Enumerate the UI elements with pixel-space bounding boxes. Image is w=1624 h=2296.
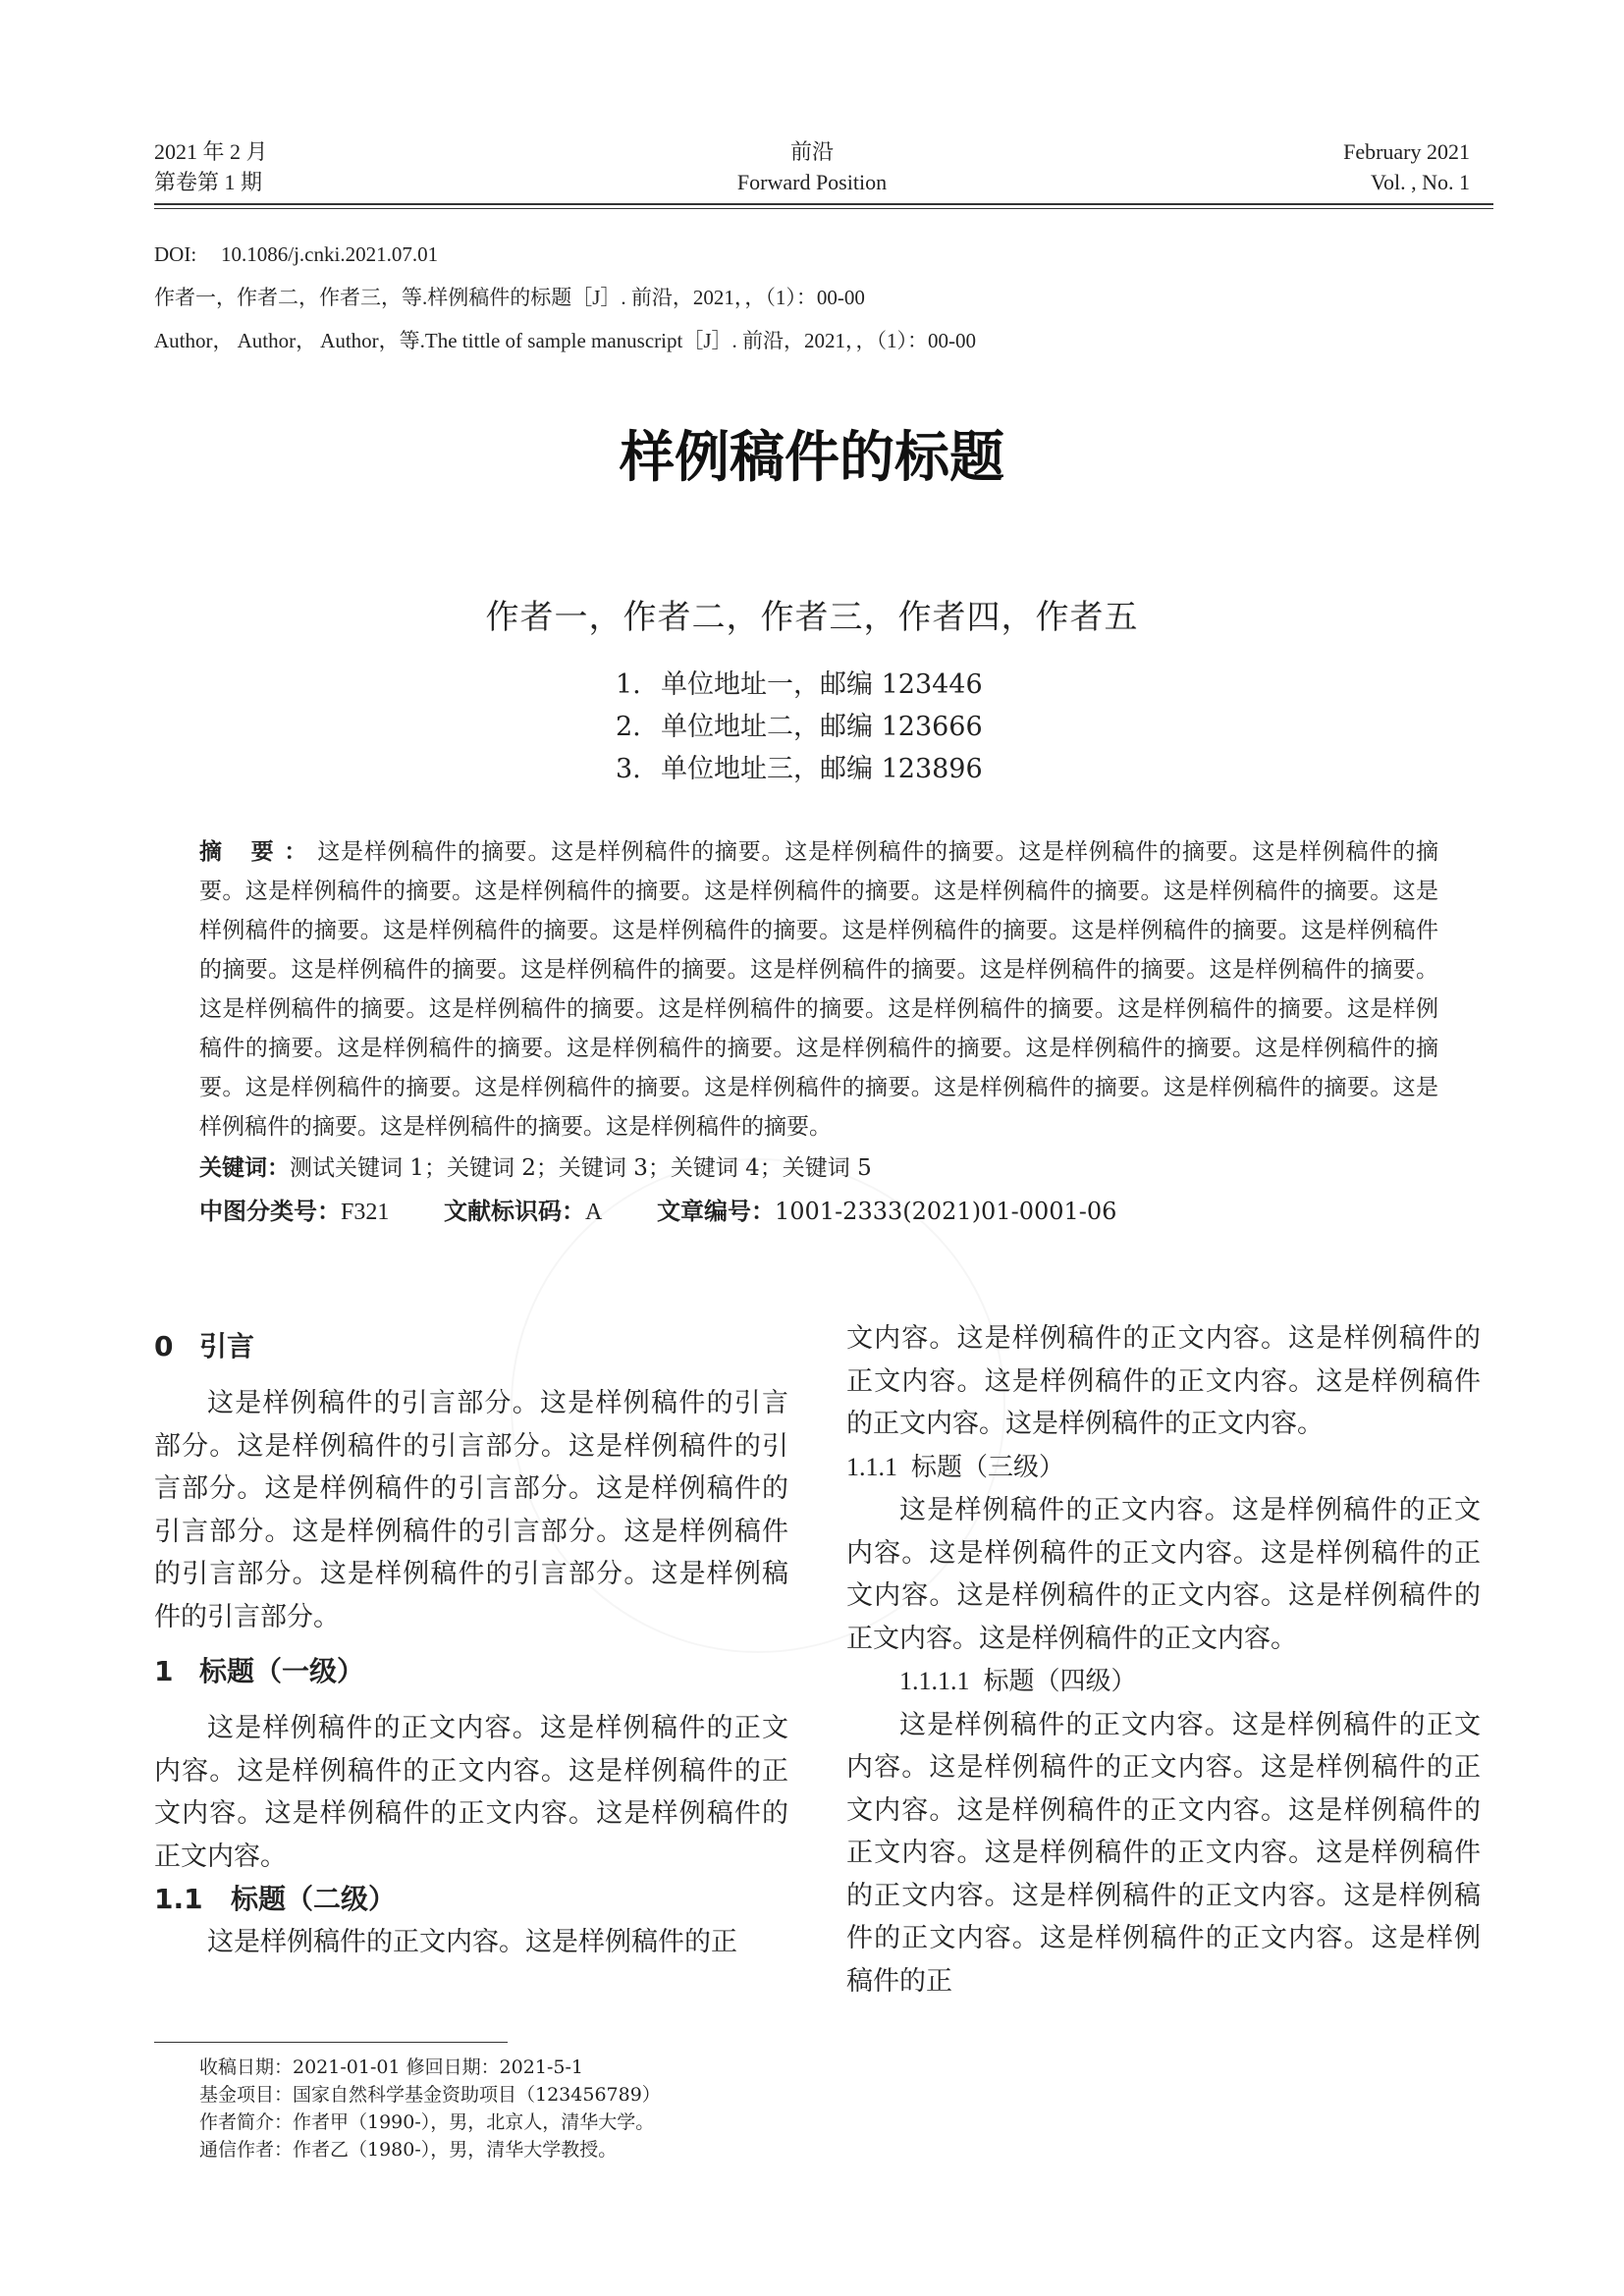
doc-code-value: A [585, 1200, 603, 1225]
footnote-funding: 基金项目：国家自然科学基金资助项目（123456789） [199, 2084, 661, 2106]
affiliation-item [616, 748, 983, 790]
body-column-right [846, 1317, 1481, 2002]
clc-value: F321 [341, 1200, 390, 1225]
section-heading-0 [154, 1325, 788, 1368]
header-issue-cn: 第卷第 1 期 [154, 170, 263, 194]
section-heading-1-1-1-1 [846, 1660, 1481, 1704]
affiliation-item [616, 706, 983, 748]
header-left [154, 136, 268, 197]
header-date-cn: 2021 年 2 月 [154, 139, 268, 164]
abstract [199, 832, 1438, 1147]
section-title: 标题（四级） [983, 1667, 1137, 1696]
header-center [616, 136, 1008, 197]
doi-label: DOI: [154, 242, 197, 266]
journal-name-en: Forward Position [736, 170, 888, 194]
article-number-value: 1001-2333(2021)01-0001-06 [774, 1198, 1117, 1225]
body-paragraph: 这是样例稿件的正文内容。这是样例稿件的正文内容。这是样例稿件的正文内容。这是样例稿件的正文内容。这是样例稿件的正文内容。这是样例稿件的正文内容。这是样例稿件的正文内容。这是样例稿件的正文内容。这是样例稿件的正文内容。这是样例稿件的正文内容。这是样例稿件的正文内容。这是样例稿件的正 [846, 1709, 1481, 1997]
doi-value[interactable]: 10.1086/j.cnki.2021.07.01 [221, 242, 439, 266]
doc-code-label: 文献标识码： [444, 1198, 585, 1225]
section-number: 1.1 [154, 1883, 203, 1915]
body-paragraph: 这是样例稿件的正文内容。这是样例稿件的正 [207, 1927, 737, 1957]
section-heading-1-1-1 [846, 1446, 1481, 1490]
journal-name-cn: 前沿 [789, 139, 834, 164]
article-number-label: 文章编号： [656, 1198, 775, 1225]
section-number: 1.1.1.1 [899, 1667, 970, 1695]
section-number: 1.1.1 [846, 1452, 897, 1481]
affiliation-text: 单位地址一，邮编 123446 [661, 669, 983, 700]
author-list: 作者一，作者二，作者三，作者四，作者五 [485, 598, 1139, 637]
body-paragraph: 这是样例稿件的正文内容。这是样例稿件的正文内容。这是样例稿件的正文内容。这是样例稿件的正文内容。这是样例稿件的正文内容。这是样例稿件的正文内容。 [154, 1713, 788, 1872]
header-right [1343, 136, 1470, 197]
affiliation-list [616, 664, 983, 790]
affiliation-text: 单位地址三，邮编 123896 [661, 754, 983, 784]
classification-line [199, 1192, 1116, 1232]
abstract-text: 这是样例稿件的摘要。这是样例稿件的摘要。这是样例稿件的摘要。这是样例稿件的摘要。这是样例稿件的摘要。这是样例稿件的摘要。这是样例稿件的摘要。这是样例稿件的摘要。这是样例稿件的摘要。这是样例稿件的摘要。这是样例稿件的摘要。这是样例稿件的摘要。这是样例稿件的摘要。这是样例稿件的摘要。这是样例稿件的摘要。这是样例稿件的摘要。这是样例稿件的摘要。这是样例稿件的摘要。这是样例稿件的摘要。这是样例稿件的摘要。这是样例稿件的摘要。这是样例稿件的摘要。这是样例稿件的摘要。这是样例稿件的摘要。这是样例稿件的摘要。这是样例稿件的摘要。这是样例稿件的摘要。这是样例稿件的摘要。这是样例稿件的摘要。这是样例稿件的摘要。这是样例稿件的摘要。这是样例稿件的摘要。这是样例稿件的摘要。这是样例稿件的摘要。这是样例稿件的摘要。这是样例稿件的摘要。这是样例稿件的摘要。这是样例稿件的摘要。这是样例稿件的摘要。这是样例稿件的摘要。 [199, 839, 1439, 1140]
section-title: 标题（一级） [199, 1655, 365, 1687]
doi-line [154, 240, 438, 269]
citation-cn: 作者一，作者二，作者三，等.样例稿件的标题［J］. 前沿，2021，，（1）：00-00 [154, 286, 865, 309]
citation-en: Author， Author， Author，等.The tittle of sample manuscript［J］. 前沿，2021，，（1）：00-00 [154, 329, 977, 352]
affiliation-number: 3. [616, 754, 641, 784]
section-heading-1-1 [154, 1878, 788, 1921]
header-date-en: February 2021 [1343, 139, 1470, 164]
paper-title: 样例稿件的标题 [620, 426, 1004, 490]
header-issue-en: Vol. , No. 1 [1370, 170, 1470, 194]
section-title: 标题（三级） [911, 1452, 1065, 1482]
affiliation-number: 1. [616, 669, 641, 700]
keywords-label: 关键词： [199, 1155, 290, 1181]
affiliation-number: 2. [616, 712, 641, 742]
footnotes [199, 2054, 661, 2163]
keywords [199, 1148, 872, 1188]
intro-paragraph: 这是样例稿件的引言部分。这是样例稿件的引言部分。这是样例稿件的引言部分。这是样例稿件的引言部分。这是样例稿件的引言部分。这是样例稿件的引言部分。这是样例稿件的引言部分。这是样例稿件的引言部分。这是样例稿件的引言部分。这是样例稿件的引言部分。 [154, 1388, 788, 1632]
footnote-corresponding: 通信作者：作者乙（1980-），男，清华大学教授。 [199, 2139, 618, 2161]
section-number: 0 [154, 1330, 174, 1362]
header-rule-thick [154, 203, 1493, 205]
body-paragraph-continued: 文内容。这是样例稿件的正文内容。这是样例稿件的正文内容。这是样例稿件的正文内容。这是样例稿件的正文内容。这是样例稿件的正文内容。 [846, 1323, 1481, 1439]
section-title: 标题（二级） [231, 1883, 397, 1915]
footnote-received: 收稿日期：2021-01-01 修回日期：2021-5-1 [199, 2056, 583, 2078]
abstract-label: 摘 要： [199, 839, 318, 865]
section-number: 1 [154, 1655, 174, 1687]
body-column-left [154, 1325, 788, 1964]
body-paragraph: 这是样例稿件的正文内容。这是样例稿件的正文内容。这是样例稿件的正文内容。这是样例稿件的正文内容。这是样例稿件的正文内容。这是样例稿件的正文内容。这是样例稿件的正文内容。 [846, 1495, 1481, 1654]
keywords-text: 测试关键词 1；关键词 2；关键词 3；关键词 4；关键词 5 [290, 1155, 872, 1181]
header-rule-thin [154, 208, 1493, 209]
affiliation-text: 单位地址二，邮编 123666 [661, 712, 983, 742]
clc-label: 中图分类号： [199, 1198, 341, 1225]
affiliation-item [616, 664, 983, 706]
section-title: 引言 [199, 1330, 255, 1362]
footnote-author-bio: 作者简介：作者甲（1990-），男，北京人，清华大学。 [199, 2111, 655, 2133]
section-heading-1 [154, 1650, 788, 1693]
footnote-rule [154, 2042, 508, 2043]
